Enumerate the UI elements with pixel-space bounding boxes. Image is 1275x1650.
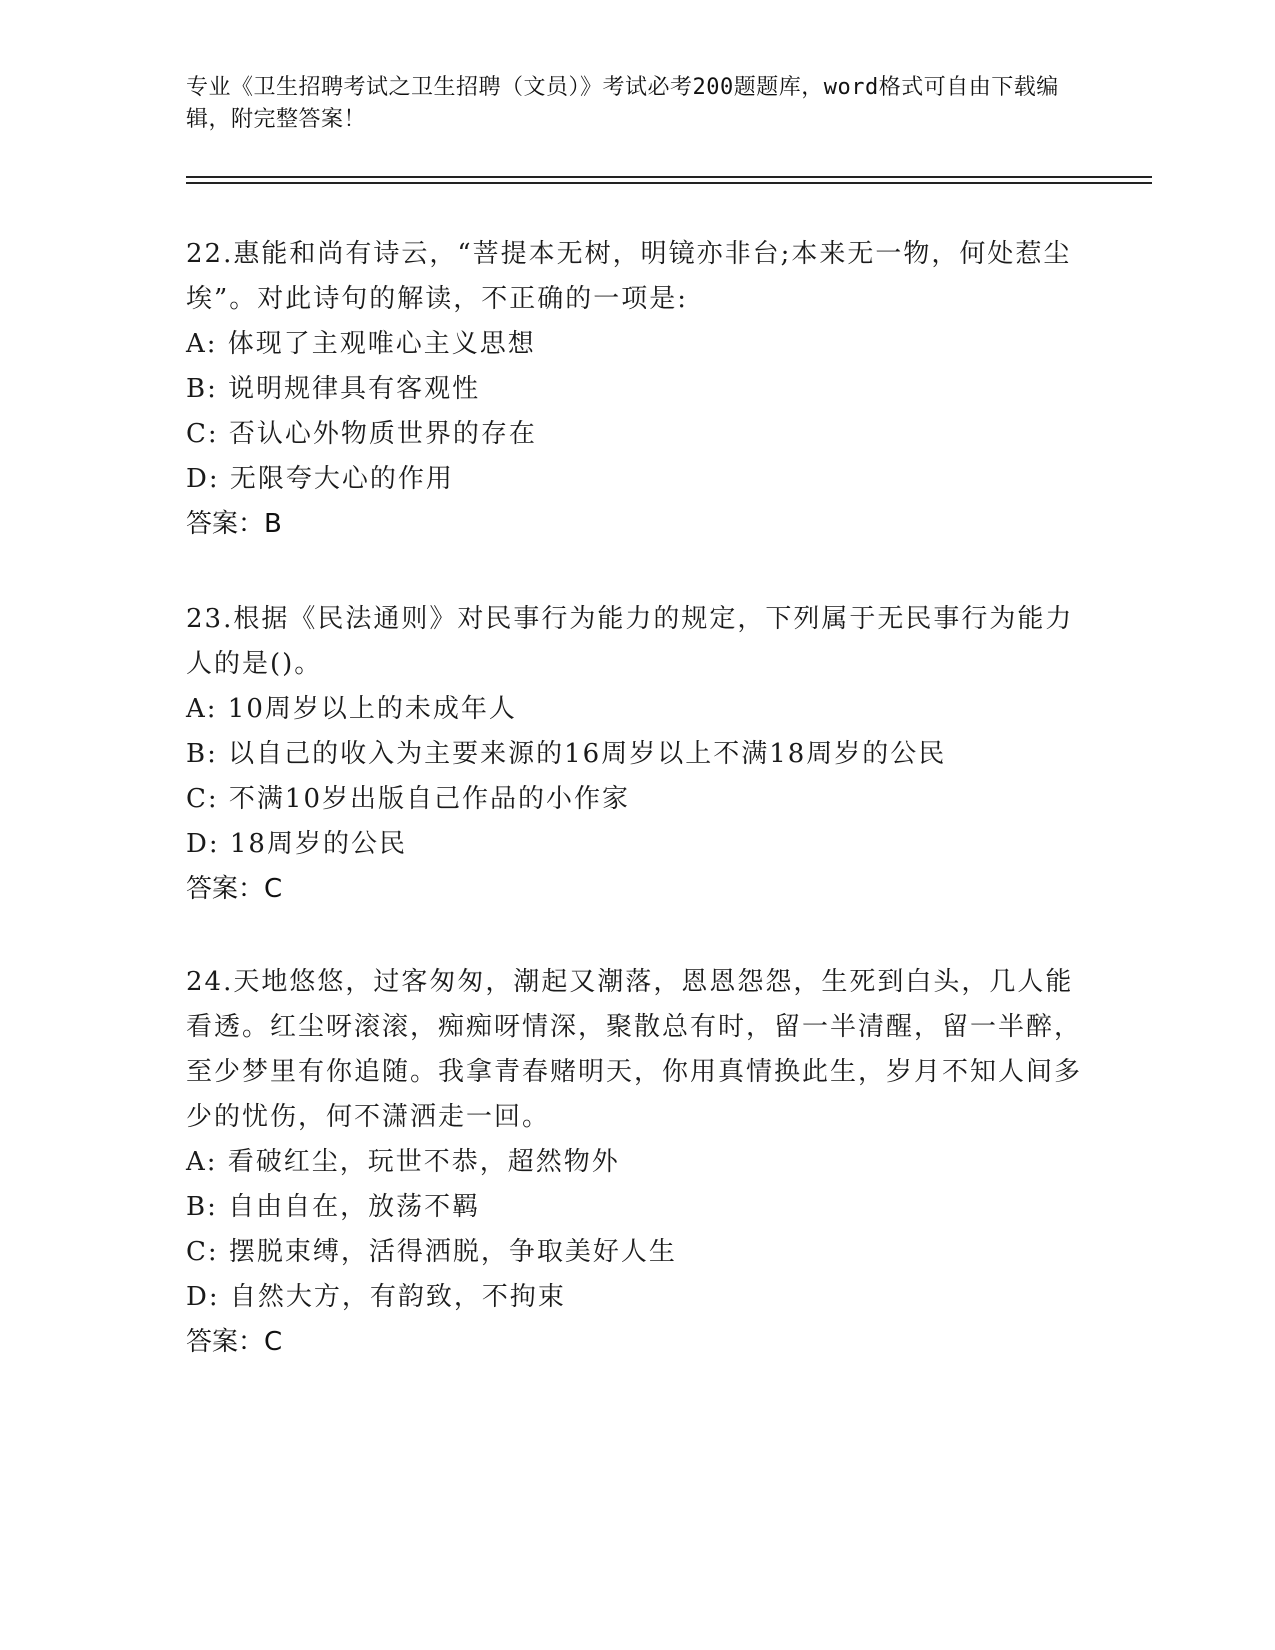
option-a: A: 看破红尘，玩世不恭，超然物外 — [186, 1147, 620, 1177]
option-c: C: 摆脱束缚，活得洒脱，争取美好人生 — [186, 1237, 677, 1267]
option-c: C: 不满10岁出版自己作品的小作家 — [186, 784, 631, 814]
question-stem: 22.惠能和尚有诗云，“菩提本无树，明镜亦非台;本来无一物，何处惹尘埃”。对此诗句的解读，不正确的一项是: — [186, 239, 1072, 314]
option-d: D: 18周岁的公民 — [186, 829, 407, 859]
question-24 — [186, 960, 1086, 1365]
option-a: A: 10周岁以上的未成年人 — [186, 694, 517, 724]
option-b: B: 说明规律具有客观性 — [186, 374, 481, 404]
header-divider-top — [186, 176, 1152, 178]
question-23 — [186, 597, 1086, 912]
option-c: C: 否认心外物质世界的存在 — [186, 419, 537, 449]
question-22 — [186, 232, 1086, 547]
option-b: B: 自由自在，放荡不羁 — [186, 1192, 481, 1222]
answer-line: 答案：C — [186, 1327, 283, 1357]
option-d: D: 无限夸大心的作用 — [186, 464, 454, 494]
header-divider-bottom — [186, 182, 1152, 184]
question-stem: 23.根据《民法通则》对民事行为能力的规定，下列属于无民事行为能力人的是()。 — [186, 604, 1074, 679]
answer-line: 答案：C — [186, 874, 283, 904]
document-header: 专业《卫生招聘考试之卫生招聘（文员）》考试必考200题题库，word格式可自由下载编辑，附完整答案！ — [186, 75, 1059, 132]
question-stem: 24.天地悠悠，过客匆匆，潮起又潮落，恩恩怨怨，生死到白头，几人能看透。红尘呀滚滚，痴痴呀情深，聚散总有时，留一半清醒，留一半醉，至少梦里有你追随。我拿青春赌明天，你用真情换此生，岁月不知人间多少的忧伤，何不潇洒走一回。 — [186, 967, 1083, 1132]
option-a: A: 体现了主观唯心主义思想 — [186, 329, 536, 359]
answer-line: 答案：B — [186, 509, 282, 539]
option-d: D: 自然大方，有韵致，不拘束 — [186, 1282, 566, 1312]
option-b: B: 以自己的收入为主要来源的16周岁以上不满18周岁的公民 — [186, 739, 947, 769]
